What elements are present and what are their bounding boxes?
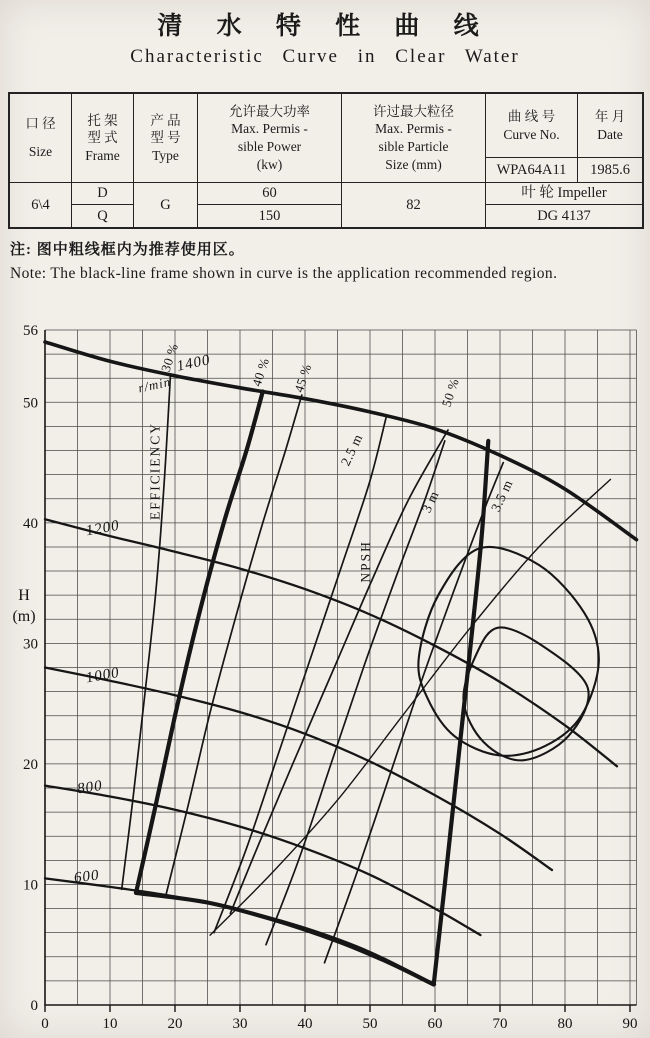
y-axis-title: H — [18, 587, 30, 604]
spec-table — [8, 92, 644, 229]
value-curve-no: WPA64A11 — [486, 158, 578, 183]
header-curve-no: 曲 线 号 Curve No. — [486, 94, 578, 158]
x-tick-label: 80 — [557, 1016, 573, 1032]
value-power-q: 150 — [198, 205, 342, 227]
curve-label-800: 800 — [76, 777, 104, 798]
curve-label-3.5-m: 3.5 m — [487, 477, 516, 514]
curve-label-600: 600 — [73, 867, 101, 887]
value-size: 6\4 — [10, 183, 72, 227]
curve-recommended-region-bottom-edge — [136, 893, 434, 985]
x-tick-label: 20 — [167, 1016, 183, 1032]
x-tick-label: 60 — [427, 1016, 443, 1032]
curve-efficiency-branch — [210, 479, 610, 935]
x-tick-label: 10 — [102, 1016, 118, 1032]
curve-50% — [230, 430, 448, 913]
y-tick-label: 0 — [30, 998, 38, 1014]
value-frame-d: D — [72, 183, 134, 205]
value-type: G — [134, 183, 198, 227]
pump-performance-chart — [0, 310, 650, 1038]
y-axis-title: (m) — [12, 608, 36, 625]
curve-label-1400: 1400 — [175, 352, 212, 375]
curve-label-r-min: r/min — [136, 373, 173, 396]
header-max-particle: 许过最大粒径 Max. Permis - sible Particle Size (mm) — [342, 94, 486, 183]
y-tick-label: 50 — [23, 395, 38, 412]
curve-45% — [165, 395, 301, 898]
curve-label-40-%: 40 % — [248, 355, 273, 389]
curve-label-1200: 1200 — [84, 517, 121, 540]
header-date: 年 月 Date — [578, 94, 642, 158]
x-tick-label: 30 — [232, 1016, 248, 1032]
value-date: 1985.6 — [578, 158, 642, 183]
y-tick-label: 40 — [23, 515, 38, 532]
curve-efficiency-loop-inner — [463, 627, 588, 760]
x-tick-label: 70 — [492, 1016, 508, 1032]
impeller-number: DG 4137 — [537, 207, 591, 224]
x-tick-label: 90 — [622, 1016, 638, 1032]
curve-label-2.5-m: 2.5 m — [337, 431, 366, 469]
curve-label-50-%: 50 % — [438, 376, 462, 409]
page-title-zh: 清 水 特 性 曲 线 — [157, 13, 493, 40]
curve-label-1000: 1000 — [84, 664, 121, 687]
y-tick-label: 20 — [23, 756, 38, 773]
note-block — [10, 238, 646, 283]
curve-label-30-%: 30 % — [157, 341, 182, 374]
page-title-en: Characteristic Curve in Clear Water — [130, 46, 520, 67]
curve-label-efficiency: EFFICIENCY — [147, 422, 163, 521]
chart-grid — [45, 330, 637, 1005]
x-tick-label: 40 — [297, 1016, 313, 1032]
curve-label-npsh: NPSH — [358, 540, 373, 583]
value-frame-q: Q — [72, 205, 134, 227]
value-power-d: 60 — [198, 183, 342, 205]
x-tick-label: 50 — [362, 1016, 378, 1032]
y-tick-label: 10 — [23, 877, 38, 894]
header-size: 口 径 Size — [10, 94, 72, 183]
note-en: Note: The black-line frame shown in curve is the application recommended region. — [10, 265, 558, 282]
curve-label-45-%: 45 % — [291, 361, 315, 395]
chart-curves — [45, 342, 637, 985]
y-tick-label: 56 — [23, 322, 38, 339]
chart-area — [0, 310, 650, 1038]
y-tick-label: 30 — [23, 636, 38, 653]
value-particle: 82 — [342, 183, 486, 227]
header-max-power: 允许最大功率 Max. Permis - sible Power (kw) — [198, 94, 342, 183]
header-frame: 托 架 型 式 Frame — [72, 94, 134, 183]
impeller-label: 叶 轮 Impeller — [486, 183, 642, 205]
curve-1400-r-min — [45, 342, 637, 540]
x-tick-label: 0 — [41, 1016, 49, 1032]
note-zh: 注: 图中粗线框内为推荐使用区。 — [10, 242, 245, 258]
header-type: 产 品 型 号 Type — [134, 94, 198, 183]
curve-1000 — [45, 668, 552, 871]
curve-label-3-m: 3 m — [418, 488, 442, 515]
